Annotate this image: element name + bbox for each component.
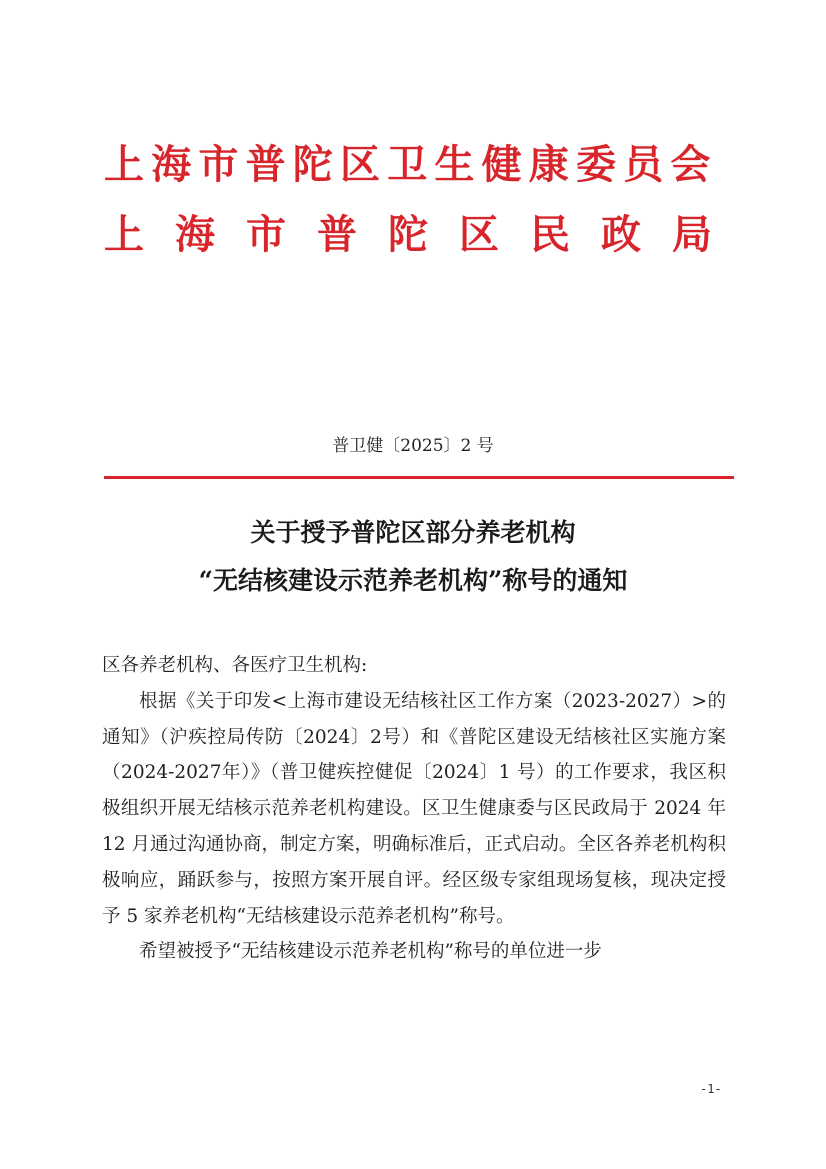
- document-title-line-1: 关于授予普陀区部分养老机构: [250, 518, 576, 547]
- salutation: 区各养老机构、各医疗卫生机构:: [102, 655, 368, 676]
- body-paragraph-1: 根据《关于印发<上海市建设无结核社区工作方案（2023-2027）>的通知》（沪疾控局传防〔2024〕2号）和《普陀区建设无结核社区实施方案（2024-2027年）》（普卫健疾控健促〔2024〕1 号）的工作要求，我区积极组织开展无结核示范养老机构建设。区卫生健康委与区民政局于 2024 年 12 月通过沟通协商，制定方案，明确标准后，正式启动。全区各养老机构积极响应，踊跃参与，按照方案开展自评。经区级专家组现场复核，现决定授予 5 家养老机构“无结核建设示范养老机构”称号。: [102, 690, 726, 927]
- document-title-line-2: “无结核建设示范养老机构”称号的通知: [198, 566, 628, 595]
- red-divider-line: [104, 476, 734, 479]
- issuing-org-civil-affairs: 上海市普陀区民政局: [104, 211, 743, 258]
- issuing-org-health-commission: 上海市普陀区卫生健康委员会: [104, 141, 718, 188]
- document-number: 普卫健〔2025〕2 号: [332, 436, 494, 456]
- page-number: -1-: [700, 1082, 722, 1096]
- document-body: [102, 648, 726, 970]
- body-paragraph-2: 希望被授予“无结核建设示范养老机构”称号的单位进一步: [139, 941, 602, 963]
